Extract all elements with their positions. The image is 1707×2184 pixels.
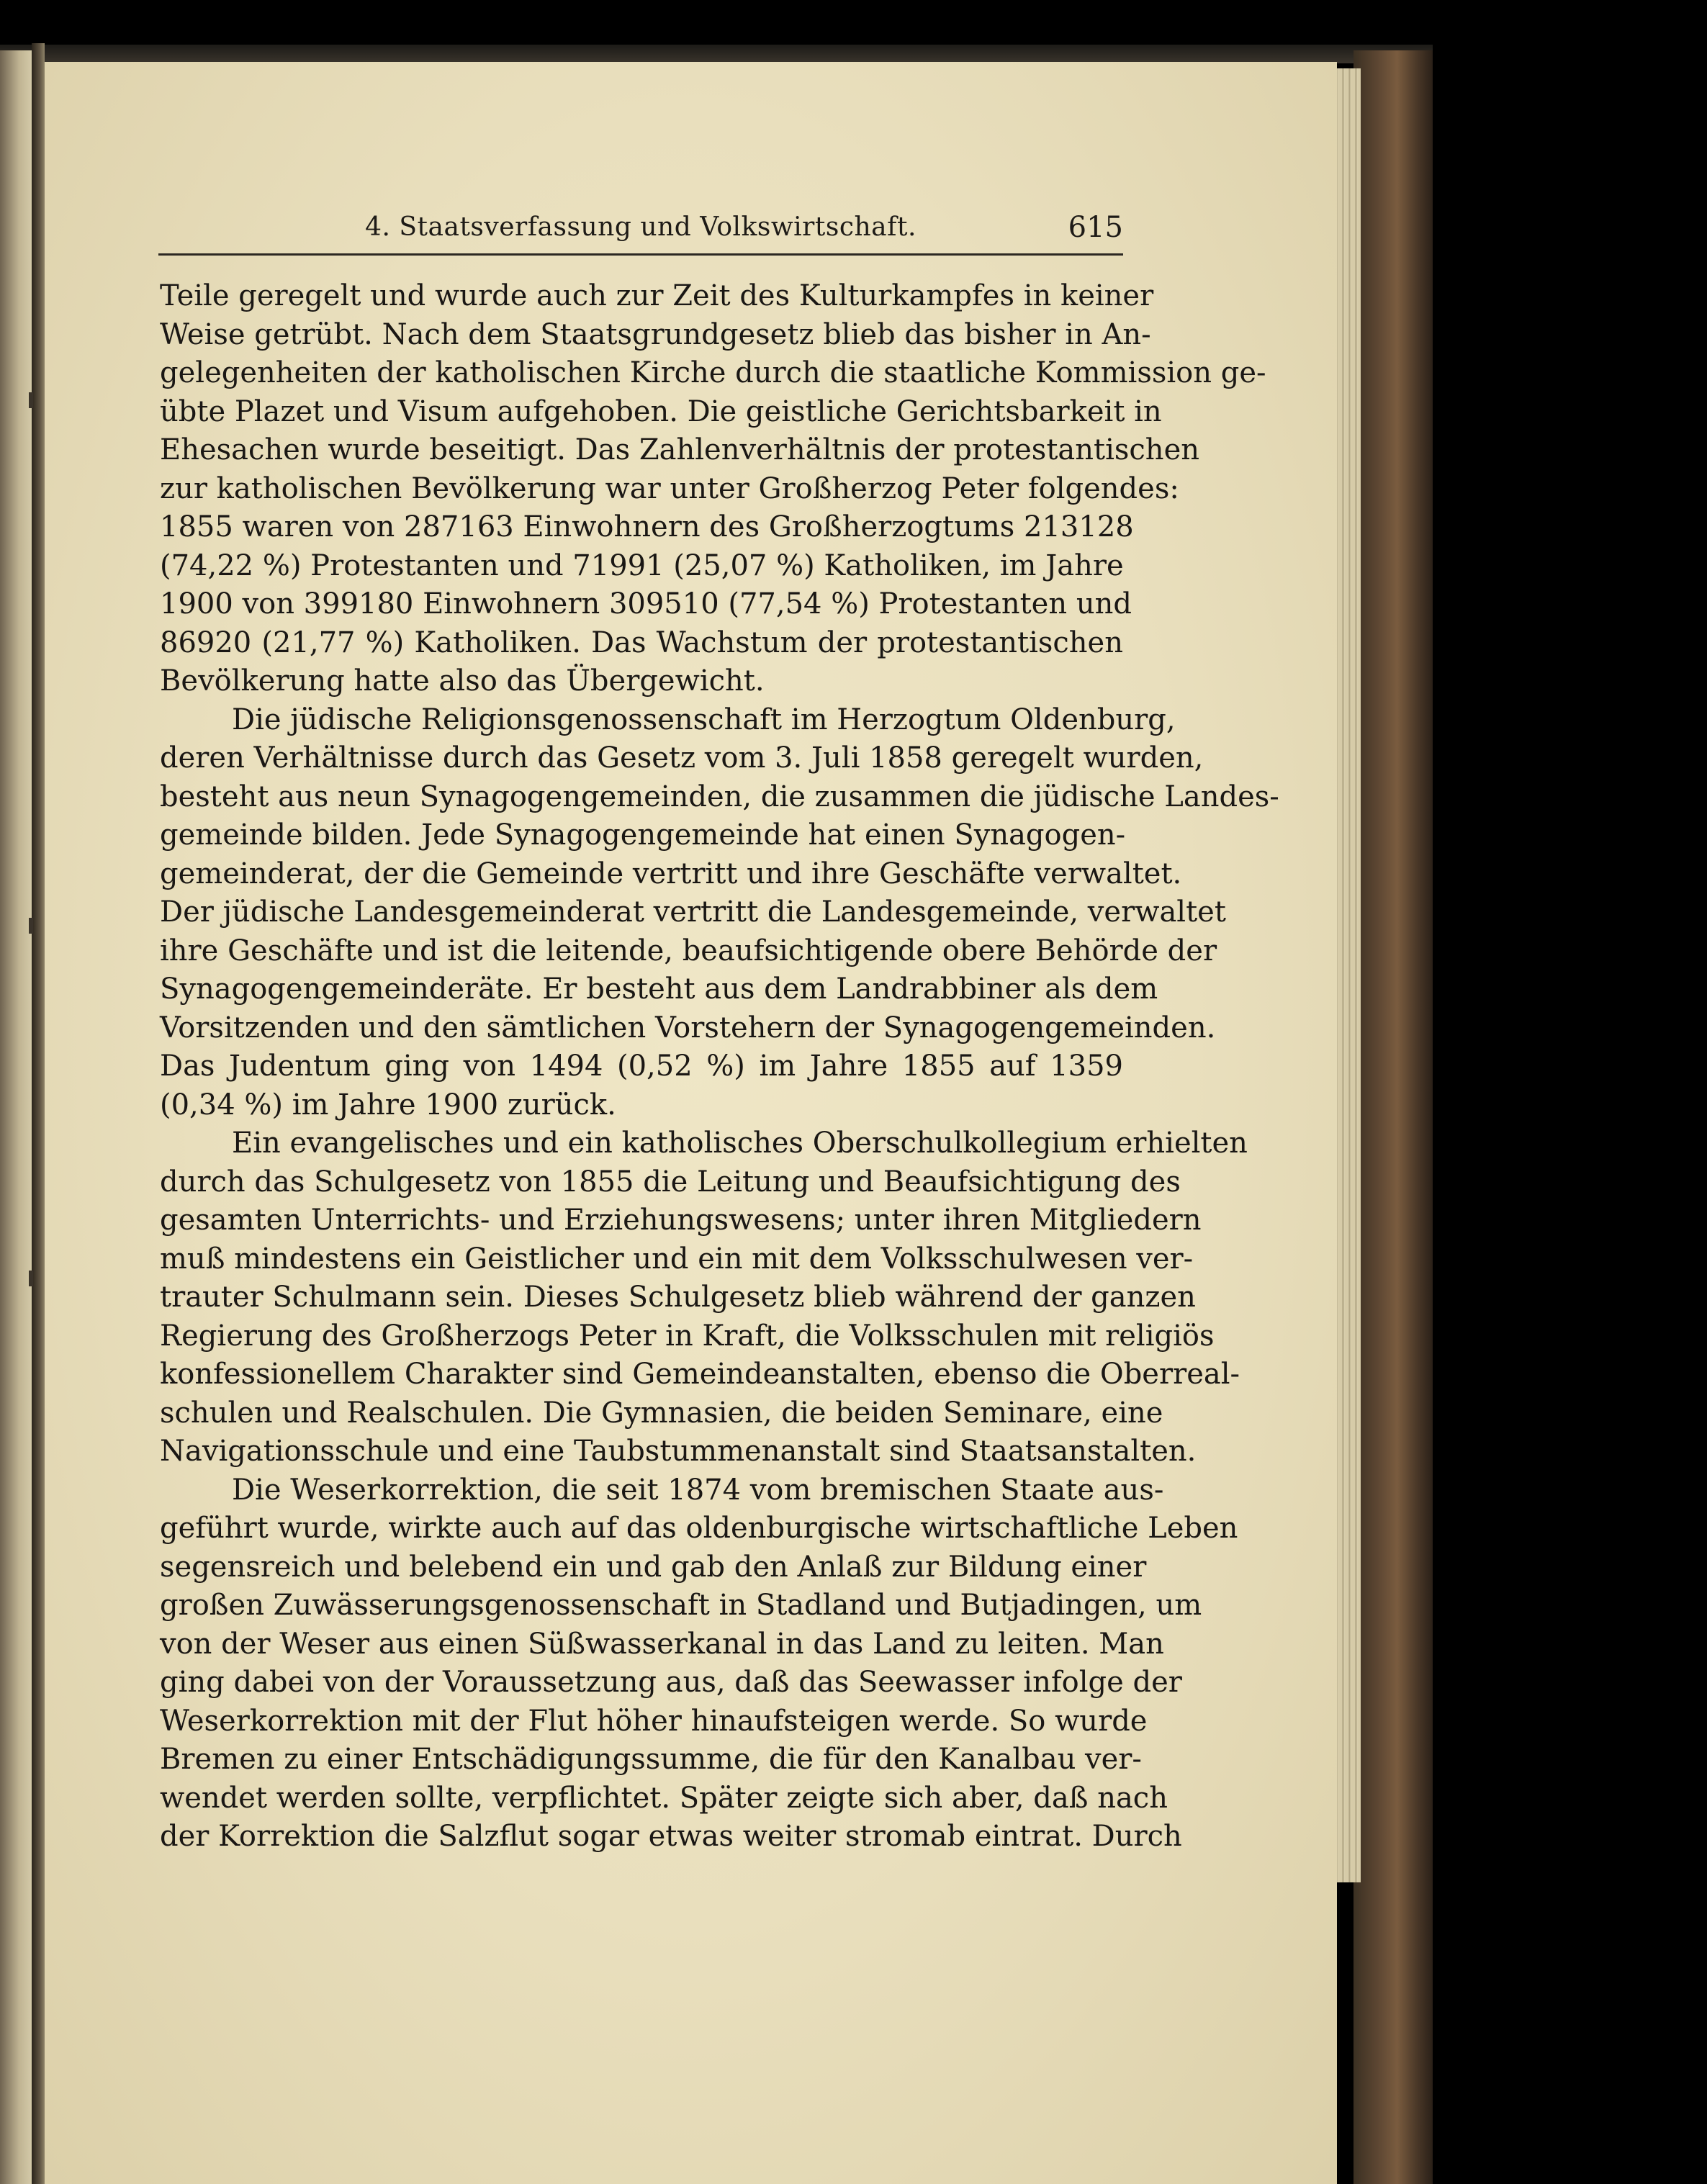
page-number: 615 — [1068, 211, 1123, 244]
text-line: Synagogengemeinderäte. Er besteht aus dem Landrabbiner als dem — [160, 973, 1158, 1006]
text-line: der Korrektion die Salzflut sogar etwas weiter stromab eintrat. Durch — [160, 1820, 1182, 1853]
text-line: von der Weser aus einen Süßwasserkanal in das Land zu leiten. Man — [160, 1627, 1164, 1661]
text-line: wendet werden sollte, verpflichtet. Später zeigte sich aber, daß nach — [160, 1781, 1168, 1815]
text-line: gemeinde bilden. Jede Synagogengemeinde hat einen Synagogen- — [160, 818, 1126, 852]
text-line: Der jüdische Landesgemeinderat vertritt die Landesgemeinde, verwaltet — [160, 895, 1226, 929]
running-head — [158, 205, 1123, 256]
text-line: Weserkorrektion mit der Flut höher hinaufsteigen werde. So wurde — [160, 1704, 1148, 1738]
text-line: Vorsitzenden und den sämtlichen Vorstehern der Synagogengemeinden. — [160, 1011, 1216, 1044]
text-line: Ein evangelisches und ein katholisches Oberschulkollegium erhielten — [232, 1127, 1248, 1160]
text-line: Bremen zu einer Entschädigungssumme, die für den Kanalbau ver- — [160, 1743, 1142, 1776]
text-line: Navigationsschule und eine Taubstummenanstalt sind Staatsanstalten. — [160, 1435, 1197, 1468]
previous-page-edge — [0, 50, 35, 2184]
text-line: Regierung des Großherzogs Peter in Kraft, die Volksschulen mit religiös — [160, 1319, 1215, 1353]
text-line: 1900 von 399180 Einwohnern 309510 (77,54 %) Protestanten und — [160, 587, 1132, 621]
text-line: Die Weserkorrektion, die seit 1874 vom bremischen Staate aus- — [232, 1473, 1164, 1507]
text-line: Weise getrübt. Nach dem Staatsgrundgesetz blieb das bisher in An- — [160, 317, 1151, 351]
text-line: großen Zuwässerungsgenossenschaft in Stadland und Butjadingen, um — [160, 1589, 1202, 1622]
text-line: 1855 waren von 287163 Einwohnern des Großherzogtums 213128 — [160, 510, 1134, 543]
text-line: Das Judentum ging von 1494 (0,52 %) im Jahre 1855 auf 1359 — [160, 1050, 1123, 1083]
text-line: schulen und Realschulen. Die Gymnasien, die beiden Seminare, eine — [160, 1396, 1163, 1430]
text-line: besteht aus neun Synagogengemeinden, die zusammen die jüdische Landes- — [160, 780, 1279, 813]
margin-mark — [29, 918, 33, 934]
text-line: Ehesachen wurde beseitigt. Das Zahlenverhältnis der protestantischen — [160, 433, 1200, 466]
text-line: muß mindestens ein Geistlicher und ein mit dem Volksschulwesen ver- — [160, 1242, 1194, 1276]
text-line: übte Plazet und Visum aufgehoben. Die geistliche Gerichtsbarkeit in — [160, 394, 1162, 428]
margin-mark — [29, 1271, 33, 1286]
text-line: Die jüdische Religionsgenossenschaft im Herzogtum Oldenburg, — [232, 703, 1176, 736]
book-top-edge — [0, 45, 1433, 63]
text-line: trauter Schulmann sein. Dieses Schulgesetz blieb während der ganzen — [160, 1281, 1196, 1314]
margin-mark — [29, 392, 33, 408]
running-head-title: 4. Staatsverfassung und Volkswirtschaft. — [365, 212, 916, 242]
text-line: zur katholischen Bevölkerung war unter Großherzog Peter folgendes: — [160, 471, 1179, 505]
text-line: ihre Geschäfte und ist die leitende, beaufsichtigende obere Behörde der — [160, 934, 1217, 967]
body-text — [160, 277, 1279, 1856]
book-cover-binding — [1354, 50, 1433, 2184]
text-line: gelegenheiten der katholischen Kirche durch die staatliche Kommission ge- — [160, 356, 1266, 389]
text-line: Bevölkerung hatte also das Übergewicht. — [160, 664, 765, 698]
header-rule — [158, 253, 1123, 256]
text-line: (74,22 %) Protestanten und 71991 (25,07 %) Katholiken, im Jahre — [160, 549, 1124, 582]
text-line: 86920 (21,77 %) Katholiken. Das Wachstum der protestantischen — [160, 626, 1123, 659]
text-line: ging dabei von der Voraussetzung aus, daß das Seewasser infolge der — [160, 1666, 1182, 1699]
text-line: konfessionellem Charakter sind Gemeindeanstalten, ebenso die Oberreal- — [160, 1358, 1240, 1391]
book-gutter — [32, 43, 45, 2184]
text-line: geführt wurde, wirkte auch auf das oldenburgische wirtschaftliche Leben — [160, 1512, 1238, 1545]
text-line: gesamten Unterrichts- und Erziehungswesens; unter ihren Mitgliedern — [160, 1204, 1202, 1237]
text-line: (0,34 %) im Jahre 1900 zurück. — [160, 1088, 616, 1122]
text-line: Teile geregelt und wurde auch zur Zeit des Kulturkampfes in keiner — [160, 279, 1154, 312]
text-line: segensreich und belebend ein und gab den Anlaß zur Bildung einer — [160, 1550, 1147, 1584]
text-line: gemeinderat, der die Gemeinde vertritt und ihre Geschäfte verwaltet. — [160, 857, 1182, 890]
text-line: durch das Schulgesetz von 1855 die Leitung und Beaufsichtigung des — [160, 1165, 1181, 1199]
text-line: deren Verhältnisse durch das Gesetz vom 3. Juli 1858 geregelt wurden, — [160, 741, 1204, 775]
